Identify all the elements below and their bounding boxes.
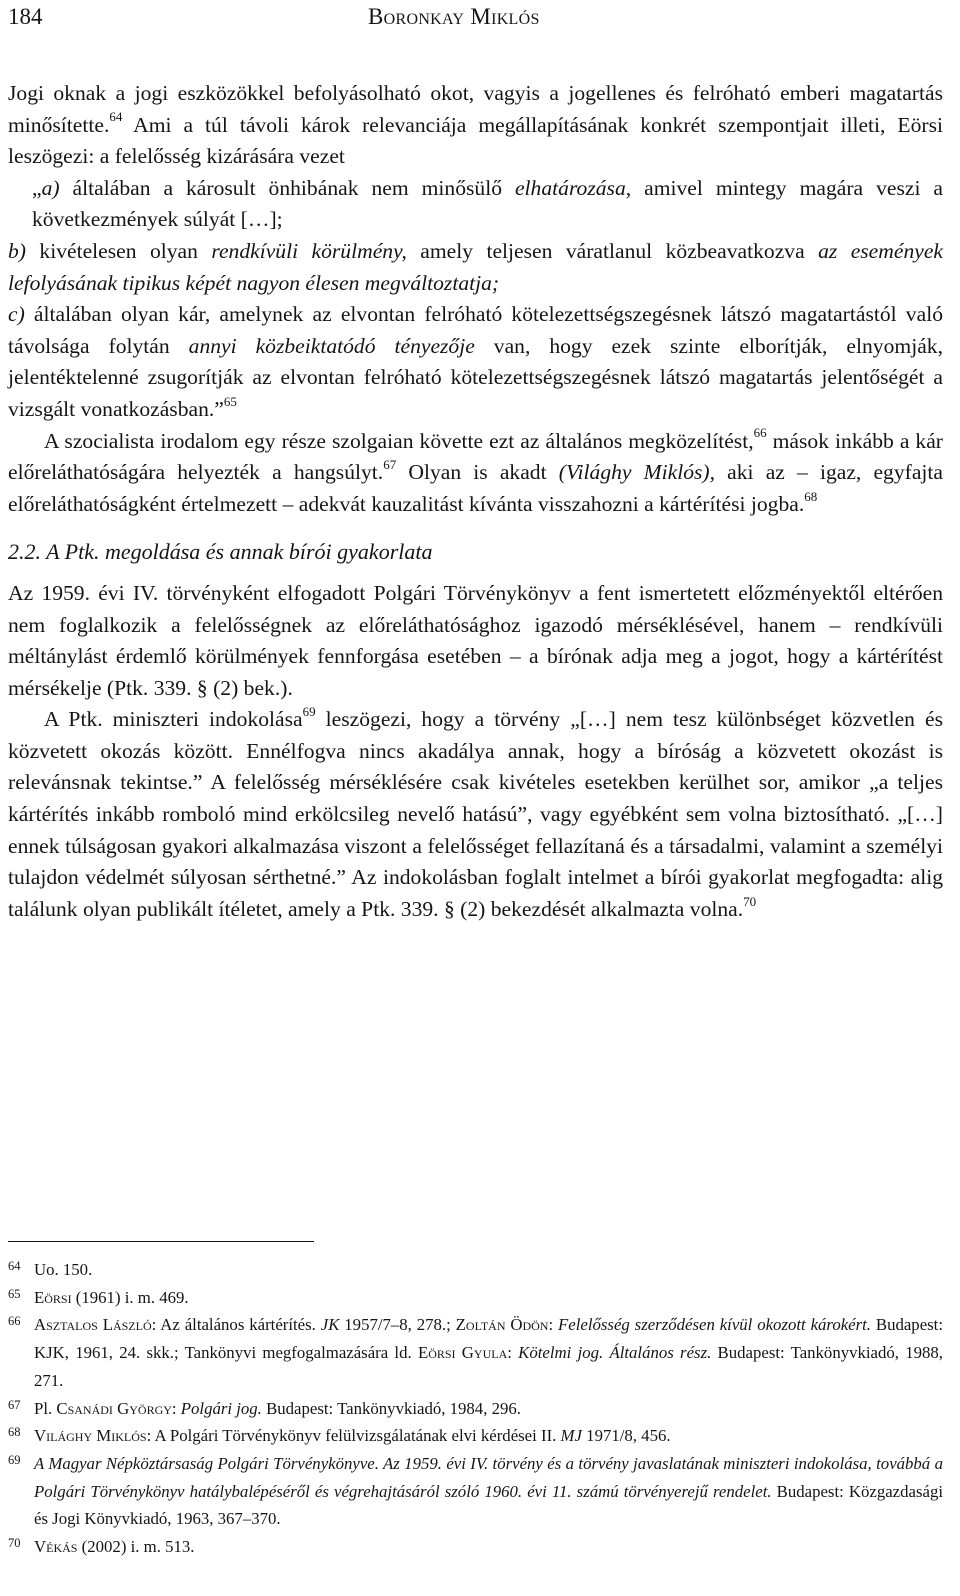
- paragraph-4: [8, 704, 943, 925]
- text-run: A Ptk. miniszteri indokolása: [44, 707, 303, 732]
- italic-run: (Világhy Miklós),: [558, 460, 716, 485]
- author-name: Eörsi: [34, 1287, 72, 1307]
- footnote-68: [8, 1422, 943, 1450]
- footnote-number: 70: [8, 1536, 21, 1551]
- footnotes: [8, 1256, 943, 1561]
- text-run: Budapest: Tankönyvkiadó, 1988, 271.: [34, 1343, 943, 1390]
- text-run: általában a károsult önhibának nem minősülő: [59, 175, 515, 200]
- text-run: kivételesen olyan: [26, 238, 212, 263]
- open-quote-mark: „: [32, 175, 42, 200]
- text-run: : Az általános kártérítés.: [151, 1315, 321, 1335]
- footnote-number: 64: [8, 1259, 21, 1273]
- italic-run: Kötelmi jog. Általános rész.: [518, 1343, 712, 1363]
- text-run: Ami a túl távoli károk relevanciája megállapításának konkrét szempontjait illeti, Eörsi leszögezi: a felelősség kizárására vezet: [8, 112, 943, 169]
- paragraph-3: [8, 578, 943, 704]
- running-head: Boronkay Miklós: [368, 4, 540, 29]
- quote-item-a: [32, 173, 943, 236]
- text-run: A szocialista irodalom egy része szolgaian követte ezt az általános megközelítést,: [44, 428, 754, 453]
- text-run: 1957/7–8, 278.;: [339, 1315, 456, 1335]
- footnote-ref-67: 67: [383, 456, 397, 472]
- item-label-c: c): [8, 302, 25, 327]
- text-run: (2002) i. m. 513.: [77, 1537, 195, 1557]
- text-run: Uo. 150.: [34, 1260, 93, 1279]
- section-heading: 2.2. A Ptk. megoldása és annak bírói gyakorlata: [8, 539, 433, 565]
- footnote-number: 68: [8, 1425, 21, 1440]
- quote-item-b: [8, 236, 943, 299]
- text-run: :: [507, 1343, 519, 1363]
- page-header: [8, 4, 943, 44]
- text-run: 1971/8, 456.: [581, 1426, 671, 1446]
- text-run: aki az – igaz, egyfajta előreláthatóságként értelmezett – adekvát kauzalitást kívánta visszahozni a kártérítési jogba.: [8, 460, 944, 516]
- quote-item-c: [8, 299, 943, 425]
- text-run: amely teljesen váratlanul közbeavatkozva: [406, 238, 819, 263]
- italic-run: annyi közbeiktatódó tényezője: [188, 333, 475, 358]
- text-run: : A Polgári Törvénykönyv felülvizsgálatának elvi kérdései II.: [146, 1426, 561, 1446]
- footnote-65: [8, 1284, 943, 1312]
- footnote-number: 69: [8, 1452, 21, 1467]
- paragraph-2: [8, 426, 943, 521]
- text-run: általában olyan kár, amelynek az elvontan felróható kötelezettségszegésnek látszó magatartástól való távolsága folytán: [8, 302, 943, 358]
- footnote-ref-66: 66: [753, 425, 767, 441]
- text-run: Pl.: [34, 1398, 57, 1418]
- text-run: amivel mintegy magára veszi a következmények súlyát […];: [32, 175, 943, 232]
- footnote-70: [8, 1533, 943, 1561]
- footnote-ref-70: 70: [743, 893, 757, 909]
- footnote-66: [8, 1311, 943, 1394]
- footnote-number: 65: [8, 1286, 21, 1301]
- italic-run: A Magyar Népköztársaság Polgári Törvénykönyve. Az 1959. évi IV. törvény és a törvény javaslatának miniszteri indokolása, továbbá a Polgári Törvénykönyv hatálybalépéséről és végrehajtásáról szóló 1960. évi 11. számú törvényerejű rendelet.: [34, 1453, 943, 1501]
- author-name: Csanádi György: [56, 1398, 172, 1418]
- italic-run: Polgári jog.: [180, 1398, 262, 1418]
- author-name: Eörsi Gyula: [417, 1343, 508, 1363]
- author-name: Vékás: [34, 1537, 78, 1557]
- italic-run: Felelősség szerződésen kívül okozott károkért.: [558, 1315, 871, 1335]
- author-name: Zoltán Ödön: [455, 1315, 549, 1335]
- italic-run: elhatározása,: [514, 175, 632, 200]
- text-run: van, hogy ezek szinte elborítják, elnyomják, jelentéktelenné zsugorítják az elvontan felróható kötelezettségszegésnek látszó magatartás jelentőségét a vizsgált vonatkozásban.: [8, 333, 943, 421]
- author-name: Asztalos László: [34, 1315, 152, 1335]
- italic-run: rendkívüli körülmény,: [211, 238, 407, 263]
- footnote-separator: [8, 1241, 314, 1242]
- text-run: :: [548, 1315, 559, 1335]
- item-label-b: b): [8, 238, 26, 263]
- italic-run: az események lefolyásának tipikus képét nagyon élesen megváltoztatja;: [8, 238, 943, 295]
- footnote-69: [8, 1450, 943, 1533]
- footnote-ref-68: 68: [804, 488, 818, 504]
- footnote-64: [8, 1256, 943, 1284]
- text-run: Olyan is akadt: [396, 460, 559, 485]
- text-run: Jogi oknak a jogi eszközökkel befolyásolható okot, vagyis a jogellenes és felróható emberi magatartás minősítette.: [8, 81, 943, 137]
- author-name: Világhy Miklós: [34, 1426, 147, 1446]
- footnote-number: 66: [8, 1314, 21, 1329]
- main-text: [8, 78, 943, 925]
- footnote-ref-69: 69: [302, 704, 316, 720]
- text-run: Budapest: Közgazdasági és Jogi Könyvkiadó, 1963, 367–370.: [34, 1481, 944, 1529]
- text-run: Az 1959. évi IV. törvényként elfogadott Polgári Törvénykönyv a fent ismertetett előzményektől eltérően nem foglalkozik a felelősségnek az előreláthatósághoz igazodó mérséklésével, hanem – rendkívüli méltánylást érdemlő körülmények fennforgása esetében – a bírónak adja meg a jogot, hogy a kártérítést mérsékelje (Ptk. 339. § (2) bek.).: [8, 580, 943, 700]
- text-run: (1961) i. m. 469.: [71, 1287, 189, 1307]
- italic-run: MJ: [560, 1426, 582, 1446]
- text-run: leszögezi, hogy a törvény „[…] nem tesz különbséget közvetlen és közvetett okozás között. Ennélfogva nincs akadálya annak, hogy a bíróság a közvetett okozást is relevánsnak tekintse.” A felelősség mérséklésére csak kivételes esetekben kerülhet sor, amikor „a teljes kártérítés inkább romboló mind erkölcsileg nevelő hatású”, vagy egyébként sem volna biztosítható. „[…] ennek túlságosan gyakori alkalmazása viszont a felelősséget fellazítaná és a társadalmi, valamint a személyi tulajdon védelmét súlyosan sérthetné.” Az indokolásban foglalt intelmet a bírói gyakorlat megfogadta: alig találunk olyan publikált ítéletet, amely a Ptk. 339. § (2) bekezdését alkalmazta volna.: [8, 707, 943, 921]
- paragraph-1: [8, 78, 943, 173]
- text-run: mások inkább a kár előreláthatóságára helyezték a hangsúlyt.: [8, 428, 943, 485]
- text-run: Budapest: KJK, 1961, 24. skk.; Tankönyvi megfogalmazására ld.: [34, 1315, 943, 1363]
- text-run: :: [171, 1398, 181, 1418]
- footnote-number: 67: [8, 1397, 21, 1412]
- text-run: Budapest: Tankönyvkiadó, 1984, 296.: [261, 1398, 521, 1418]
- footnote-ref-65: 65: [223, 393, 237, 409]
- footnote-67: [8, 1395, 943, 1423]
- close-quote-mark: ”: [214, 396, 224, 421]
- page-number: 184: [8, 4, 43, 29]
- italic-run: JK: [320, 1315, 340, 1335]
- footnote-ref-64: 64: [109, 109, 123, 125]
- item-label-a: a): [41, 175, 60, 200]
